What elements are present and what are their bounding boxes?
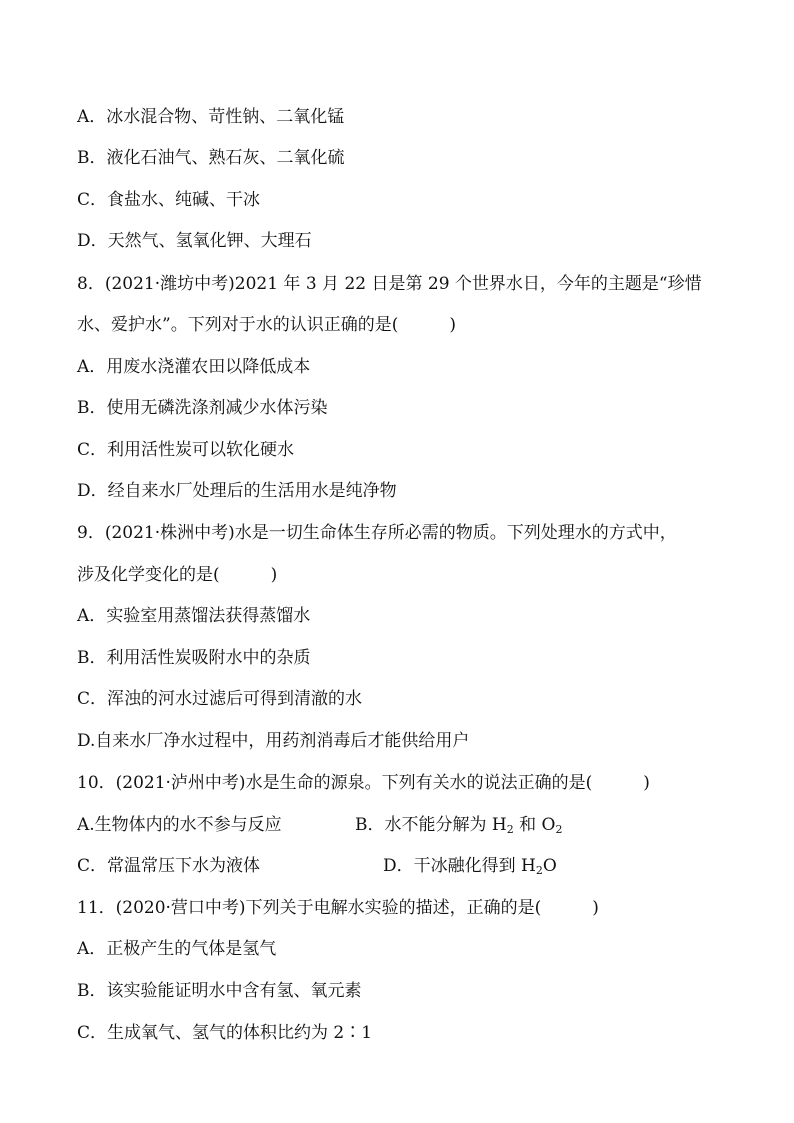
q11-option-b: B．该实验能证明水中含有氢、氧元素	[77, 981, 362, 1001]
q11-option-c: C．生成氧气、氢气的体积比约为 2∶1	[77, 1023, 373, 1043]
q9-option-b: B．利用活性炭吸附水中的杂质	[77, 648, 311, 668]
q10-option-d: D．干冰融化得到 $H_2O$	[383, 856, 557, 877]
q8-option-c: C．利用活性炭可以软化硬水	[77, 440, 295, 460]
q10-option-b: B．水不能分解为 $H_2$ 和 $O_2$	[355, 815, 563, 836]
q10-option-c: C．常温常压下水为液体	[77, 856, 261, 876]
q7-option-a: A．冰水混合物、苛性钠、二氧化锰	[77, 107, 345, 127]
q7-option-b: B．液化石油气、熟石灰、二氧化硫	[77, 148, 345, 168]
q11-option-a: A．正极产生的气体是氢气	[77, 939, 277, 959]
q10-option-a: A.生物体内的水不参与反应	[77, 815, 282, 835]
q9-option-a: A．实验室用蒸馏法获得蒸馏水	[77, 606, 311, 626]
q9-option-c: C．浑浊的河水过滤后可得到清澈的水	[77, 689, 363, 709]
q8-option-b: B．使用无磷洗涤剂减少水体污染	[77, 398, 328, 418]
q9-stem-line2: 涉及化学变化的是( )	[77, 565, 278, 585]
q9-stem-line1: 9．(2021·株洲中考)水是一切生命体生存所必需的物质。下列处理水的方式中，	[77, 523, 677, 543]
q11-stem: 11．(2020·营口中考)下列关于电解水实验的描述，正确的是( )	[77, 898, 599, 918]
q8-option-a: A．用废水浇灌农田以降低成本	[77, 357, 311, 377]
q9-option-d: D.自来水厂净水过程中，用药剂消毒后才能供给用户	[77, 731, 470, 751]
q8-stem-line1: 8．(2021·潍坊中考)2021 年 3 月 22 日是第 29 个世界水日，今年的主题是“珍惜	[77, 274, 702, 294]
q10-stem: 10．(2021·泸州中考)水是生命的源泉。下列有关水的说法正确的是( )	[77, 773, 650, 793]
q8-option-d: D．经自来水厂处理后的生活用水是纯净物	[77, 481, 397, 501]
q8-stem-line2: 水、爱护水”。下列对于水的认识正确的是( )	[77, 315, 456, 335]
q7-option-d: D．天然气、氢氧化钾、大理石	[77, 231, 312, 251]
q7-option-c: C．食盐水、纯碱、干冰	[77, 190, 261, 210]
